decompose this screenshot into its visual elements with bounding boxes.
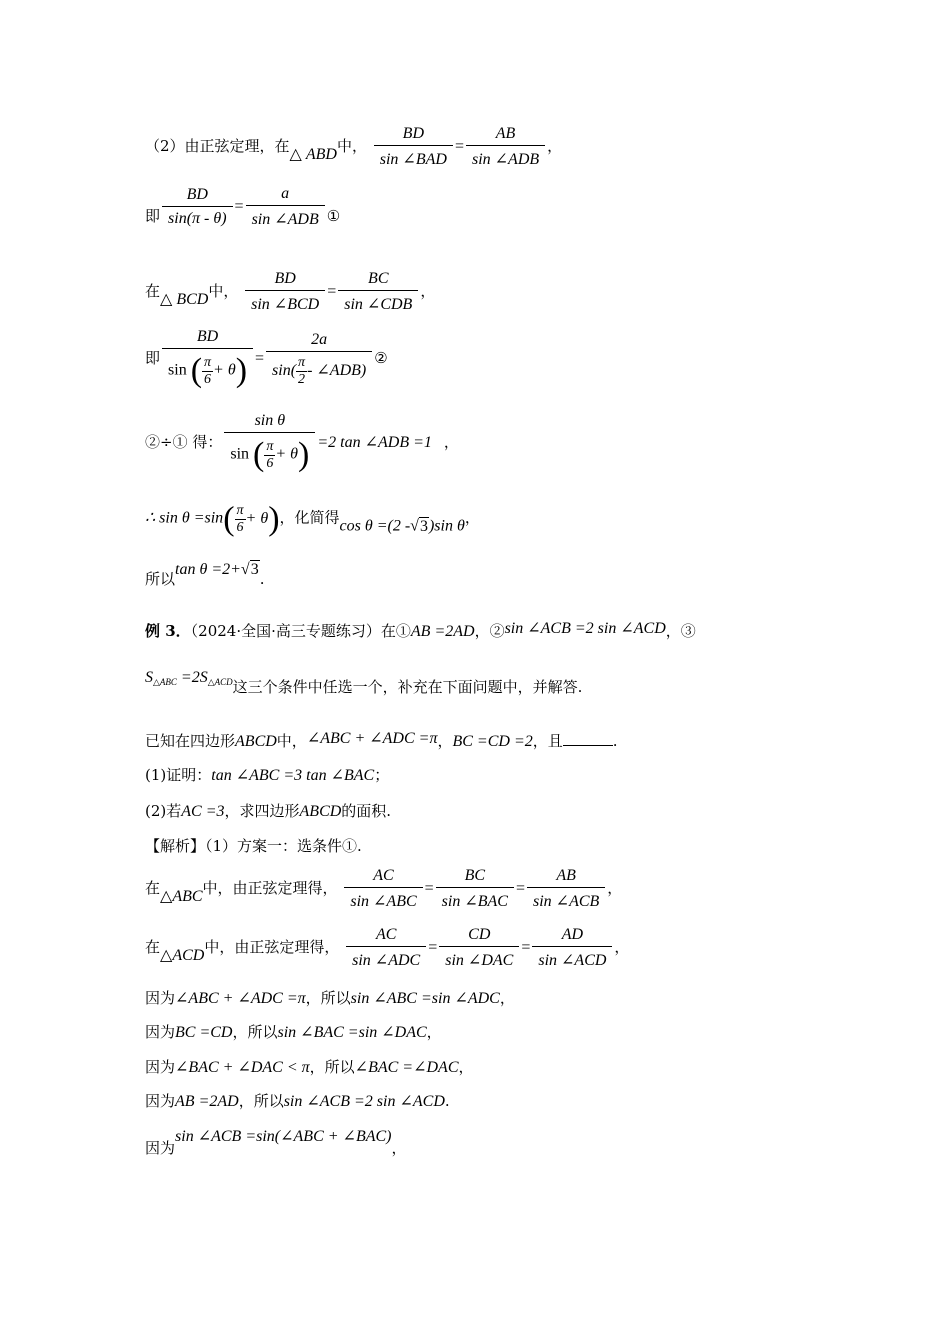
condition: ∠BAC + ∠DAC < π [175, 1059, 310, 1076]
text: ，所以 [238, 1092, 284, 1110]
text: ， [443, 433, 459, 451]
text: 中，由正弦定理得， [204, 938, 340, 956]
text: ，③ [665, 622, 696, 640]
expression: sin ∠ACB =sin(∠ABC + ∠BAC) [175, 1128, 392, 1145]
numerator: CD [439, 926, 519, 947]
line-law-of-sines-abd [145, 125, 562, 169]
text: ，求四边形 [224, 802, 300, 820]
text: ②÷① 得： [145, 433, 223, 451]
solution-step-5 [145, 1056, 474, 1077]
text: （2）由正弦定理，在 [145, 137, 290, 155]
small-fraction [264, 439, 275, 472]
text: ，所以 [309, 1058, 355, 1076]
line-therefore [145, 500, 480, 538]
denominator: sin ∠ACD [538, 952, 607, 969]
equals: = [424, 880, 434, 897]
small-fraction [296, 355, 307, 388]
triangle-bcd: △ BCD [160, 291, 209, 308]
text: (2)若 [145, 802, 182, 820]
equation: =2 tan ∠ADB =1 [317, 434, 432, 451]
plus-theta: + θ [213, 361, 236, 379]
fraction [374, 125, 453, 169]
denominator: sin ∠DAC [445, 952, 514, 969]
example-3-condition-3 [145, 668, 582, 697]
text: 在 [145, 282, 161, 300]
text: 这三个条件中任选一个，补充在下面问题中，并解答. [232, 678, 583, 696]
text: 的面积. [341, 802, 392, 820]
tan-identity: tan ∠ABC =3 tan ∠BAC [211, 767, 375, 784]
fraction [344, 867, 422, 911]
paren: ) [298, 436, 310, 473]
denominator [224, 433, 315, 474]
denominator: sin ∠BCD [251, 296, 320, 313]
text: (1)证明： [145, 766, 212, 784]
solution-heading [145, 835, 362, 856]
fraction [346, 926, 426, 970]
fraction [436, 867, 514, 911]
numerator: π [236, 502, 244, 518]
solution-step-7 [145, 1126, 407, 1158]
sqrt: √3 [410, 517, 428, 535]
fraction [527, 867, 605, 911]
equals: = [327, 283, 337, 300]
text: ， [547, 137, 563, 155]
solution-abc [145, 867, 622, 911]
denominator: sin ∠ADB [471, 151, 540, 168]
denominator: sin ∠ABC [350, 893, 417, 910]
tan-expr: tan θ =2+ [175, 561, 241, 578]
denominator: sin ∠ADC [352, 952, 421, 969]
paren: ( [253, 436, 265, 473]
text: . [259, 570, 265, 588]
denominator: 6 [236, 519, 244, 535]
circled-number: ② [374, 349, 388, 367]
triangle-abc: △ABC [160, 888, 203, 905]
numerator: sin θ [224, 412, 315, 433]
text: ， [458, 1058, 474, 1076]
example-label: 例 3． [145, 622, 191, 640]
result: sin ∠ACB =2 sin ∠ACD [283, 1093, 445, 1110]
condition-2: sin ∠ACB =2 sin ∠ACD [504, 620, 666, 637]
equals: = [255, 350, 265, 367]
numerator: 2a [266, 331, 372, 352]
result: sin ∠BAC =sin ∠DAC [277, 1024, 427, 1041]
condition-3 [145, 669, 233, 686]
text: 中， [336, 137, 367, 155]
numerator: π [298, 354, 306, 370]
subscript: △ACD [207, 677, 233, 687]
text: 已知在四边形 [145, 732, 236, 750]
fraction [532, 926, 612, 970]
numerator: BC [436, 867, 514, 888]
fraction [246, 185, 325, 229]
subscript: △ABC [153, 677, 177, 687]
numerator: BD [374, 125, 453, 146]
text: 【解析】（1）方案一：选条件①. [145, 837, 362, 855]
small-fraction [235, 503, 246, 536]
text: 中， [208, 282, 239, 300]
text: ，且 [532, 732, 563, 750]
angle-sum: ∠ABC + ∠ADC =π [306, 730, 438, 747]
denominator: sin ∠CDB [344, 296, 413, 313]
numerator: π [204, 354, 212, 370]
text: 因为 [145, 1139, 176, 1157]
text: 在 [145, 879, 161, 897]
paren: ( [190, 352, 203, 389]
text: ，所以 [232, 1023, 278, 1041]
condition: ∠ABC + ∠ADC =π [175, 990, 306, 1007]
given-line [145, 728, 618, 751]
text: 中， [276, 732, 307, 750]
condition: AB =2AD [175, 1093, 239, 1110]
abcd: ABCD [299, 803, 342, 820]
equals: = [428, 939, 438, 956]
question-1 [145, 764, 389, 785]
text: . [612, 732, 618, 750]
paren: ( [223, 500, 235, 537]
abcd: ABCD [235, 733, 277, 750]
result: ∠BAC =∠DAC [354, 1059, 459, 1076]
fraction [466, 125, 545, 169]
s-eq: =2S [180, 669, 208, 686]
solution-step-4 [145, 1021, 442, 1042]
text: 在 [145, 938, 161, 956]
numerator: BD [245, 270, 325, 291]
s: S [145, 669, 153, 686]
paren: ) [235, 352, 248, 389]
solution-step-3 [145, 987, 515, 1008]
denominator: sin ∠ACB [533, 893, 600, 910]
text: ， [614, 938, 630, 956]
numerator: AB [527, 867, 605, 888]
example-3-heading [145, 618, 696, 641]
small-fraction [202, 355, 213, 388]
fraction [162, 328, 253, 390]
fraction [439, 926, 519, 970]
numerator: BC [338, 270, 418, 291]
line-law-of-sines-bcd [145, 270, 435, 314]
condition-1: AB =2AD [410, 623, 475, 640]
text: ， [437, 732, 453, 750]
paren: ) [268, 500, 280, 537]
sqrt-content: 3 [419, 517, 428, 535]
triangle-acd: △ACD [160, 947, 205, 964]
denominator: sin(π - θ) [168, 210, 227, 227]
ac-3: AC =3 [181, 803, 225, 820]
sqrt: √3 [240, 561, 259, 578]
sin-expr: )sin θ [428, 517, 465, 535]
question-2 [145, 800, 391, 821]
numerator: BD [162, 328, 253, 349]
triangle-abd: △ ABD [289, 146, 337, 163]
line-result-tan [145, 560, 264, 589]
fraction [266, 331, 372, 388]
text: 因为 [145, 1092, 176, 1110]
text: 即 [145, 349, 161, 367]
denominator [266, 352, 372, 388]
text: 因为 [145, 989, 176, 1007]
sin: sin [168, 361, 187, 379]
numerator: AD [532, 926, 612, 947]
numerator: BD [162, 186, 233, 207]
denominator [162, 349, 253, 390]
text: 所以 [145, 570, 176, 588]
solution-step-6 [145, 1090, 450, 1111]
minus-adb: - ∠ADB) [307, 361, 367, 379]
numerator: AB [466, 125, 545, 146]
numerator: π [266, 438, 274, 454]
numerator: AC [344, 867, 422, 888]
equals: = [515, 880, 525, 897]
numerator: a [246, 185, 325, 206]
denominator: 6 [204, 371, 212, 387]
equals: = [454, 138, 464, 155]
line-ji-2 [145, 328, 388, 390]
text: ， [391, 1139, 407, 1157]
bc-cd: BC =CD =2 [452, 733, 533, 750]
denominator: sin ∠BAC [441, 893, 508, 910]
fill-blank [563, 745, 613, 746]
equals: = [521, 939, 531, 956]
denominator: 6 [266, 455, 274, 471]
denominator: 2 [298, 371, 306, 387]
plus-theta: + θ [245, 509, 269, 527]
text: ， [464, 508, 480, 527]
numerator: AC [346, 926, 426, 947]
text: 中，由正弦定理得， [202, 879, 338, 897]
circled-number: ① [326, 207, 341, 225]
text: ， [420, 282, 436, 300]
therefore-expr: ∴ sin θ =sin [145, 509, 224, 527]
text: ， [499, 989, 515, 1007]
text: ，所以 [305, 989, 351, 1007]
sin: sin [230, 445, 250, 463]
line-divide [145, 412, 459, 474]
cos-expr: cos θ =(2 - [339, 517, 411, 535]
result: sin ∠ABC =sin ∠ADC [350, 990, 500, 1007]
fraction [162, 186, 233, 228]
text: ； [374, 766, 390, 784]
text: 即 [145, 207, 161, 225]
fraction [338, 270, 418, 314]
paren-group [223, 500, 280, 537]
fraction [224, 412, 315, 474]
denominator: sin ∠BAD [379, 151, 447, 168]
text: ， [607, 879, 623, 897]
fraction [245, 270, 325, 314]
sin: sin( [272, 361, 297, 379]
text: ，化简得 [279, 508, 340, 527]
line-ji-1 [145, 185, 340, 229]
text: 因为 [145, 1058, 176, 1076]
equals: = [234, 198, 244, 215]
sqrt-content: 3 [250, 561, 259, 578]
solution-acd [145, 926, 629, 970]
text: ， [426, 1023, 442, 1041]
denominator: sin ∠ADB [251, 211, 319, 228]
text: （2024·全国·高三专题练习）在① [190, 622, 411, 640]
text: 因为 [145, 1023, 176, 1041]
condition: BC =CD [175, 1024, 233, 1041]
text: ，② [474, 622, 505, 640]
plus-theta: + θ [275, 445, 299, 463]
text: . [444, 1092, 450, 1110]
